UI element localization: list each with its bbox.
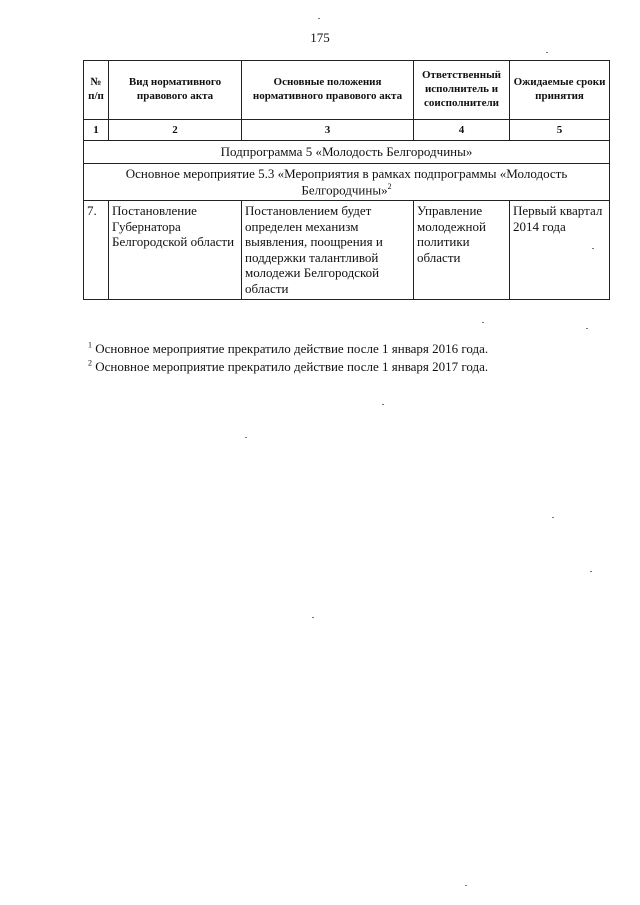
- scan-speck: [245, 437, 247, 438]
- scan-speck: [382, 404, 384, 405]
- column-number: 3: [242, 120, 414, 141]
- column-number: 1: [84, 120, 109, 141]
- scan-speck: [552, 517, 554, 518]
- regulatory-acts-table: [83, 60, 610, 300]
- footnote-mark: 2: [387, 181, 392, 191]
- deadline-cell: Первый квартал 2014 года: [510, 201, 610, 300]
- footnote-1-mark: 1: [88, 340, 92, 350]
- main-event-cell: [84, 164, 610, 201]
- subprogram-title: Подпрограмма 5 «Молодость Белгородчины»: [84, 141, 610, 164]
- footnote-2-text: Основное мероприятие прекратило действие после 1 января 2017 года.: [92, 358, 489, 374]
- provisions-cell: Постановлением будет определен механизм выявления, поощрения и поддержки талантливой молодежи Белгородской области: [242, 201, 414, 300]
- footnote-1-text: Основное мероприятие прекратило действие после 1 января 2016 года.: [92, 341, 489, 356]
- main-event-title: Основное мероприятие 5.3 «Мероприятия в рамках подпрограммы «Молодость Белгородчины»: [125, 166, 568, 198]
- subprogram-row: [84, 141, 610, 164]
- column-number-row: [84, 120, 610, 141]
- header-num: № п/п: [84, 61, 109, 120]
- header-deadline: Ожидаемые сроки принятия: [510, 61, 610, 120]
- table-header-row: [84, 61, 610, 120]
- column-number: 5: [510, 120, 610, 141]
- table-row: [84, 201, 610, 300]
- scan-speck: [586, 328, 588, 329]
- scan-speck: [592, 248, 594, 249]
- footnote-1: [88, 340, 608, 358]
- footnote-2: [88, 358, 608, 376]
- footnotes: [88, 340, 608, 375]
- header-act-type: Вид нормативного правового акта: [109, 61, 242, 120]
- main-event-row: [84, 164, 610, 201]
- act-type-cell: Постановление Губернатора Белгородской области: [109, 201, 242, 300]
- page-number: 175: [310, 30, 330, 45]
- scan-speck: [318, 18, 320, 19]
- scan-speck: [590, 571, 592, 572]
- scan-speck: [312, 617, 314, 618]
- footnote-2-mark: 2: [88, 358, 92, 368]
- scan-speck: [546, 52, 548, 53]
- column-number: 2: [109, 120, 242, 141]
- header-provisions: Основные положения нормативного правового акта: [242, 61, 414, 120]
- responsible-cell: Управление молодежной политики области: [414, 201, 510, 300]
- column-number: 4: [414, 120, 510, 141]
- header-responsible: Ответственный исполнитель и соисполнители: [414, 61, 510, 120]
- scan-speck: [465, 885, 467, 886]
- scan-speck: [482, 322, 484, 323]
- row-number: 7.: [84, 201, 109, 300]
